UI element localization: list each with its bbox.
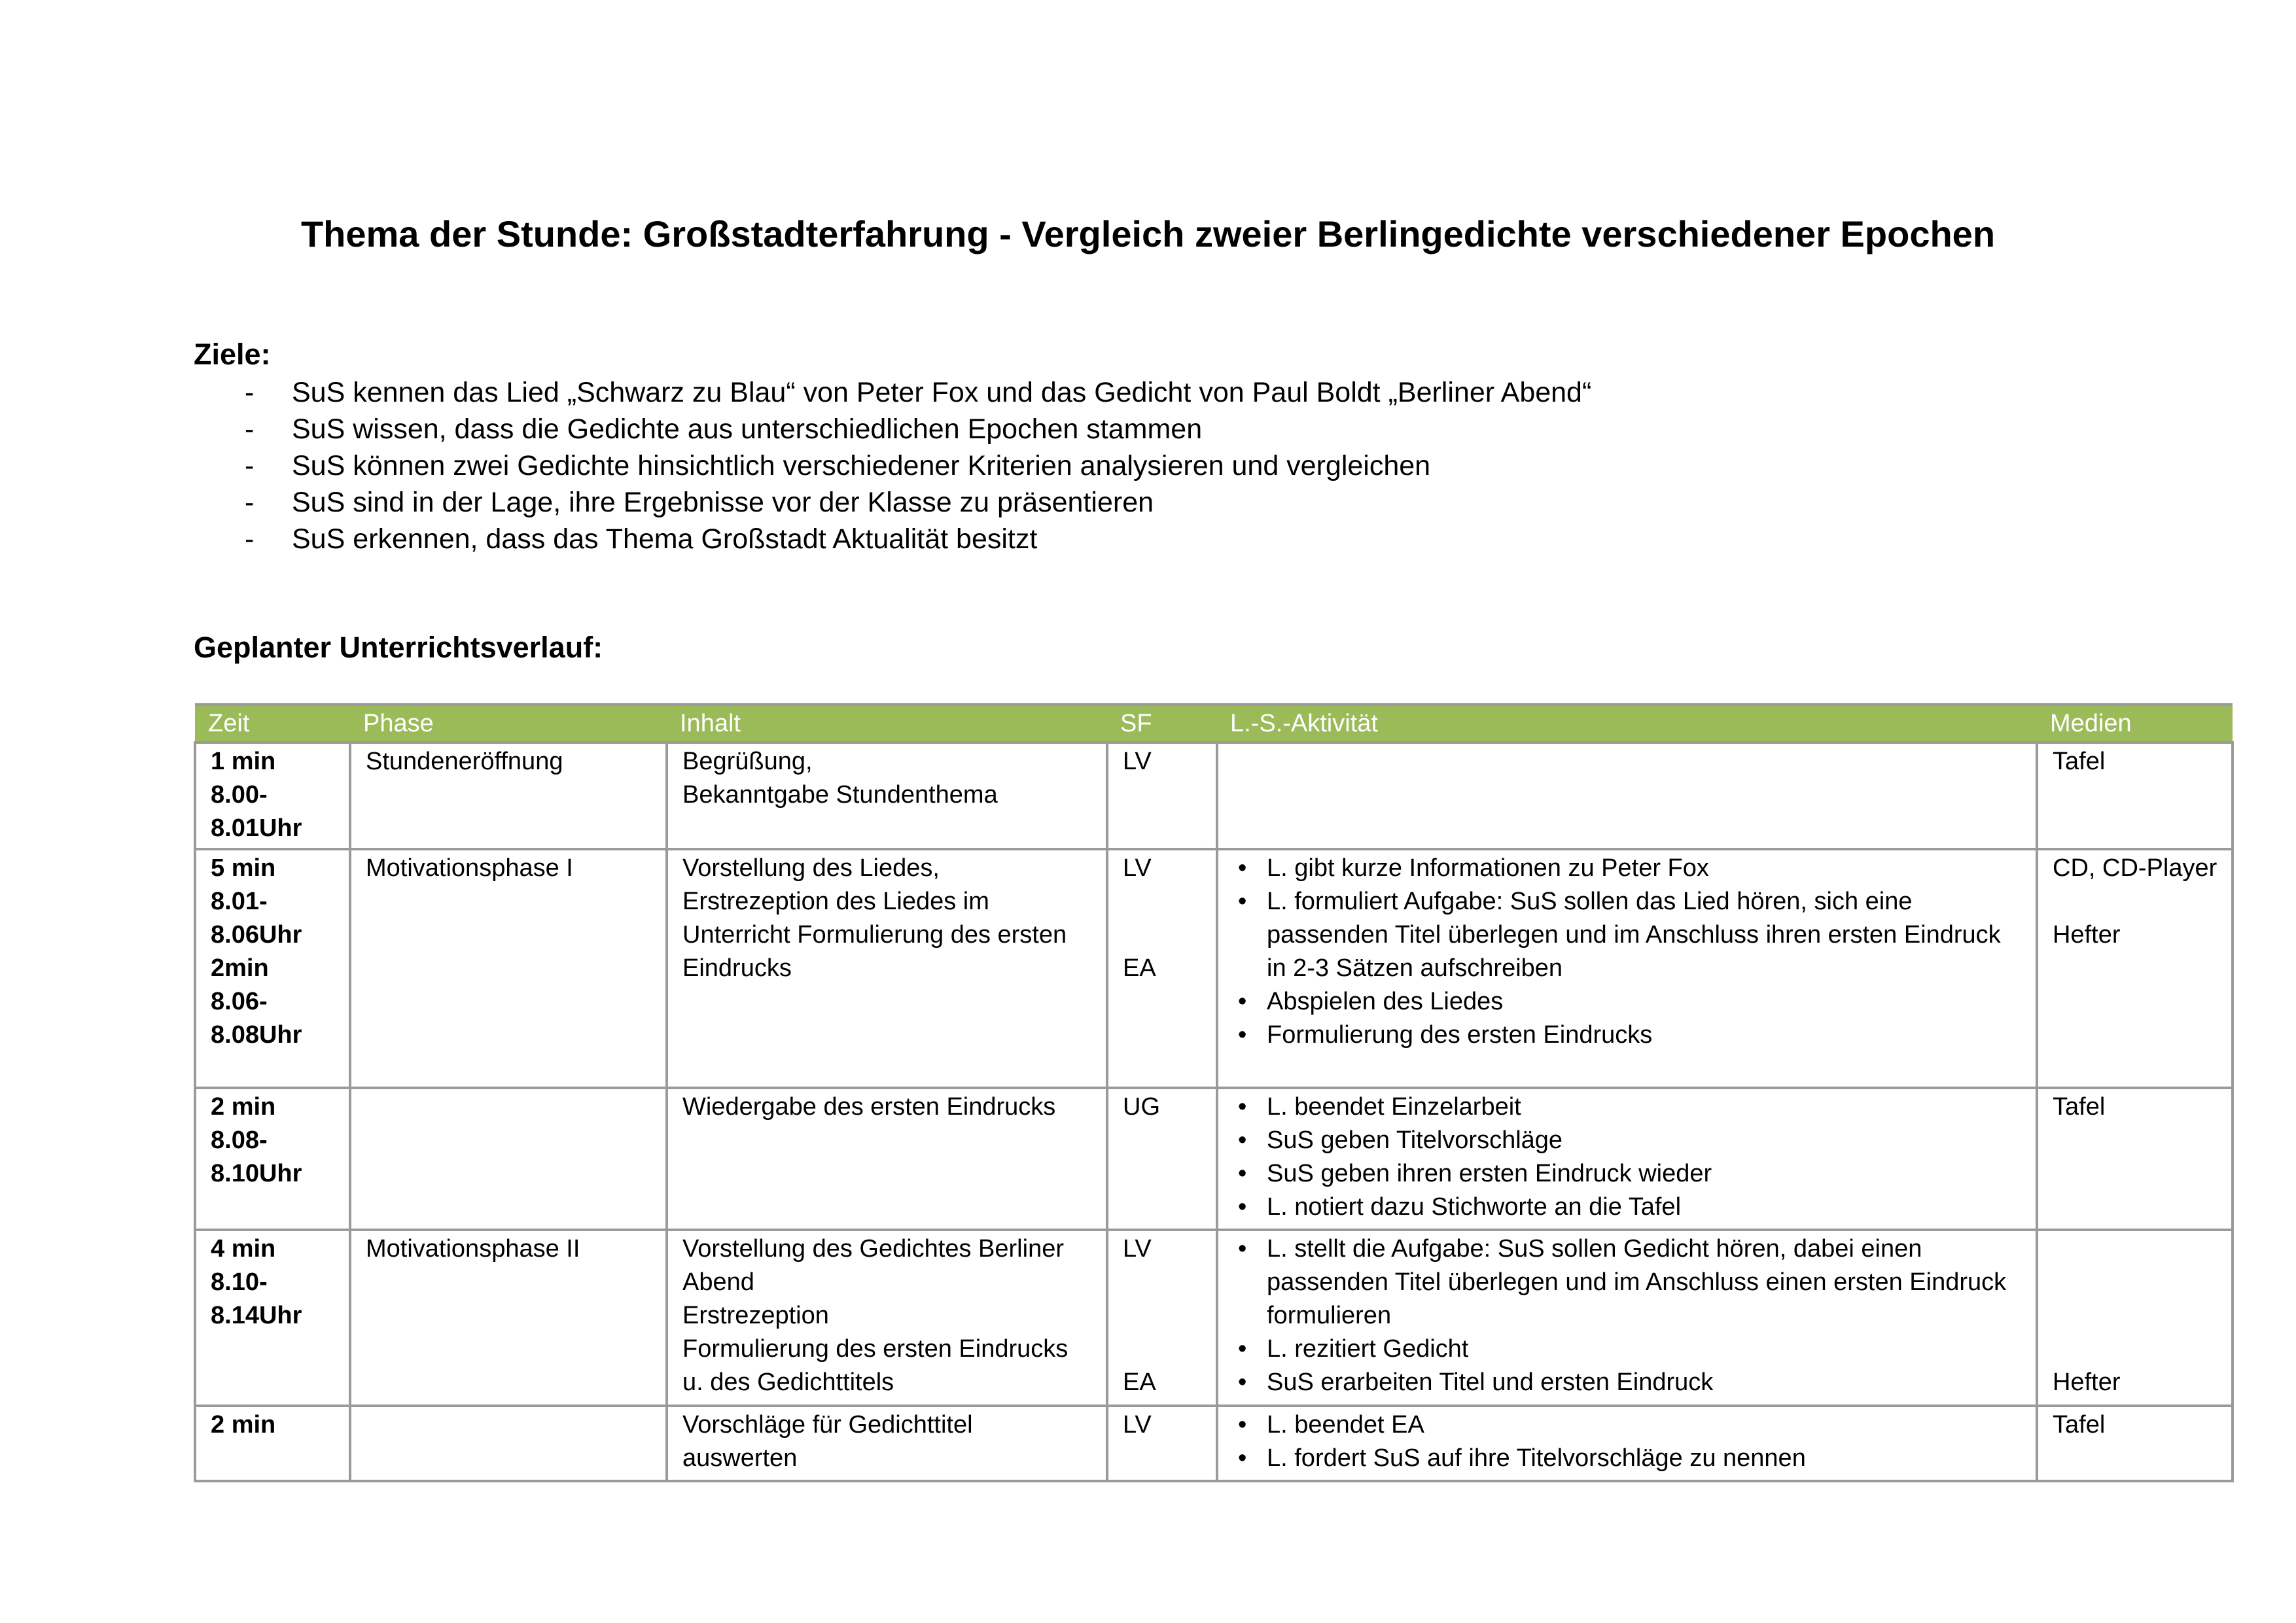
phase-cell: Motivationsphase I: [350, 849, 667, 1088]
goal-text: SuS können zwei Gedichte hinsichtlich verschiedener Kriterien analysieren und vergleichen: [292, 450, 1431, 481]
sf-cell: LV: [1107, 1406, 1217, 1481]
inhalt-line: Wiedergabe des ersten Eindrucks: [682, 1093, 1056, 1121]
zeit-line: 8.08Uhr: [211, 1021, 302, 1049]
zeit-line: 5 min: [211, 854, 276, 882]
zeit-line: 8.00-: [211, 781, 268, 809]
activity-list: [1233, 1408, 2022, 1475]
sf-cell: [1107, 849, 1217, 1088]
dash-bullet: -: [245, 487, 255, 518]
inhalt-line: Formulierung des ersten Eindrucks: [682, 1335, 1069, 1363]
table-row: [195, 742, 2233, 849]
goal-text: SuS kennen das Lied „Schwarz zu Blau“ von Peter Fox und das Gedicht von Paul Boldt „Berliner Abend“: [292, 377, 1592, 408]
column-header-phase: Phase: [350, 705, 667, 742]
sf-cell: LV: [1107, 742, 1217, 849]
zeit-line: 1 min: [211, 748, 276, 775]
medien-value: Hefter: [2053, 1369, 2121, 1396]
activity-item: • L. stellt die Aufgabe: SuS sollen Gedicht hören, dabei einen passenden Titel überlegen und im Anschluss einen ersten Eindruck formulieren: [1267, 1232, 2022, 1333]
activity-item: • SuS geben Titelvorschläge: [1267, 1124, 2022, 1157]
inhalt-cell: [667, 1088, 1107, 1230]
zeit-line: 4 min: [211, 1235, 276, 1263]
zeit-line: 8.06-: [211, 988, 268, 1015]
page-title: Thema der Stunde: Großstadterfahrung - Vergleich zweier Berlingedichte verschiedener Epochen: [300, 213, 1996, 254]
sf-cell: [1107, 1230, 1217, 1406]
inhalt-line: Abend: [682, 1268, 754, 1296]
plan-heading: Geplanter Unterrichtsverlauf:: [194, 631, 603, 664]
activity-cell: [1217, 1406, 2037, 1481]
activity-cell: [1217, 1230, 2037, 1406]
medien-cell: Tafel: [2037, 1088, 2233, 1230]
zeit-line: 8.10-: [211, 1268, 268, 1296]
inhalt-line: u. des Gedichttitels: [682, 1369, 894, 1396]
zeit-line: 8.01-: [211, 888, 268, 915]
dash-bullet: -: [245, 377, 255, 408]
zeit-line: 2min: [211, 954, 269, 982]
inhalt-line: Vorstellung des Liedes,: [682, 854, 940, 882]
medien-cell: [2037, 849, 2233, 1088]
dash-bullet: -: [245, 450, 255, 481]
medien-cell: Tafel: [2037, 1406, 2233, 1481]
zeit-cell: [195, 1230, 350, 1406]
inhalt-line: Eindrucks: [682, 954, 792, 982]
inhalt-cell: [667, 742, 1107, 849]
inhalt-line: auswerten: [682, 1444, 798, 1472]
medien-cell: Tafel: [2037, 742, 2233, 849]
inhalt-line: Begrüßung,: [682, 748, 813, 775]
inhalt-line: Vorstellung des Gedichtes Berliner: [682, 1235, 1064, 1263]
phase-cell: [350, 1406, 667, 1481]
zeit-cell: [195, 1088, 350, 1230]
activity-list: [1233, 1232, 2022, 1399]
goal-text: SuS wissen, dass die Gedichte aus unterschiedlichen Epochen stammen: [292, 413, 1203, 445]
activity-cell: [1217, 1088, 2037, 1230]
activity-item: • L. beendet EA: [1267, 1408, 2022, 1442]
medien-value: CD, CD-Player: [2053, 854, 2217, 882]
zeit-line: 2 min: [211, 1093, 276, 1121]
activity-item: • L. notiert dazu Stichworte an die Tafel: [1267, 1191, 2022, 1224]
activity-item: • L. beendet Einzelarbeit: [1267, 1091, 2022, 1124]
table-row: [195, 1406, 2233, 1481]
goal-text: SuS erkennen, dass das Thema Großstadt Aktualität besitzt: [292, 523, 1038, 555]
phase-cell: [350, 1088, 667, 1230]
activity-list: [1233, 1091, 2022, 1224]
goals-heading: Ziele:: [194, 338, 271, 371]
column-header-zeit: Zeit: [195, 705, 350, 742]
column-header-activity: L.-S.-Aktivität: [1217, 705, 2037, 742]
zeit-line: 8.14Uhr: [211, 1302, 302, 1329]
dash-bullet: -: [245, 523, 255, 555]
inhalt-line: Erstrezeption: [682, 1302, 829, 1329]
medien-cell: [2037, 1230, 2233, 1406]
zeit-cell: [195, 1406, 350, 1481]
sf-value: LV: [1123, 854, 1152, 882]
table-header-row: [195, 705, 2233, 742]
lesson-plan-table: [194, 703, 2234, 1482]
phase-cell: Stundeneröffnung: [350, 742, 667, 849]
sf-cell: UG: [1107, 1088, 1217, 1230]
table-row: [195, 1088, 2233, 1230]
inhalt-cell: [667, 1406, 1107, 1481]
activity-list: [1233, 852, 2022, 1052]
zeit-line: 8.10Uhr: [211, 1160, 302, 1187]
table-row: [195, 1230, 2233, 1406]
inhalt-line: Unterricht Formulierung des ersten: [682, 921, 1067, 949]
column-header-inhalt: Inhalt: [667, 705, 1107, 742]
inhalt-line: Erstrezeption des Liedes im: [682, 888, 989, 915]
sf-value: EA: [1123, 1369, 1156, 1396]
zeit-line: 2 min: [211, 1411, 276, 1439]
activity-item: • Formulierung des ersten Eindrucks: [1267, 1019, 2022, 1052]
phase-cell: Motivationsphase II: [350, 1230, 667, 1406]
activity-item: • SuS erarbeiten Titel und ersten Eindruck: [1267, 1366, 2022, 1399]
activity-item: • L. gibt kurze Informationen zu Peter Fox: [1267, 852, 2022, 885]
zeit-line: 8.08-: [211, 1126, 268, 1154]
dash-bullet: -: [245, 413, 255, 445]
zeit-cell: [195, 849, 350, 1088]
medien-value: Hefter: [2053, 921, 2121, 949]
activity-item: • L. fordert SuS auf ihre Titelvorschläge zu nennen: [1267, 1442, 2022, 1475]
inhalt-line: Bekanntgabe Stundenthema: [682, 781, 998, 809]
sf-value: LV: [1123, 1235, 1152, 1263]
table-row: [195, 849, 2233, 1088]
zeit-line: 8.06Uhr: [211, 921, 302, 949]
goal-text: SuS sind in der Lage, ihre Ergebnisse vor der Klasse zu präsentieren: [292, 487, 1154, 518]
inhalt-cell: [667, 1230, 1107, 1406]
activity-cell: [1217, 742, 2037, 849]
column-header-sf: SF: [1107, 705, 1217, 742]
column-header-medien: Medien: [2037, 705, 2233, 742]
activity-item: • L. formuliert Aufgabe: SuS sollen das Lied hören, sich eine passenden Titel überlegen und im Anschluss ihren ersten Eindruck in 2-3 Sätzen aufschreiben: [1267, 885, 2022, 985]
inhalt-cell: [667, 849, 1107, 1088]
activity-item: • Abspielen des Liedes: [1267, 985, 2022, 1019]
inhalt-line: Vorschläge für Gedichttitel: [682, 1411, 973, 1439]
sf-value: EA: [1123, 954, 1156, 982]
zeit-cell: [195, 742, 350, 849]
activity-cell: [1217, 849, 2037, 1088]
activity-item: • L. rezitiert Gedicht: [1267, 1333, 2022, 1366]
zeit-line: 8.01Uhr: [211, 814, 302, 842]
activity-item: • SuS geben ihren ersten Eindruck wieder: [1267, 1157, 2022, 1191]
